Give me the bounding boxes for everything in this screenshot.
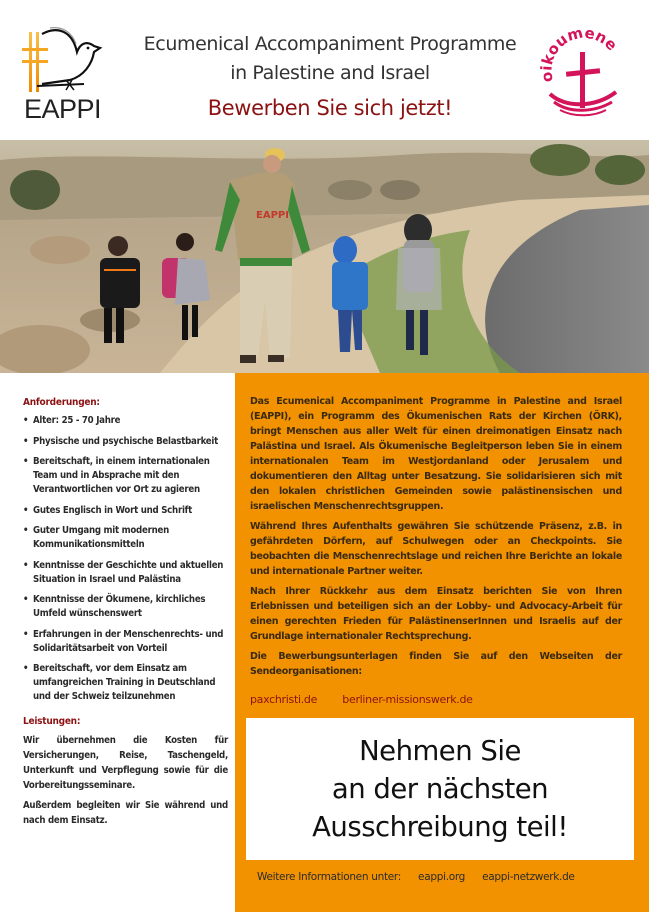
requirement-item: • Physische und psychische Belastbarkeit — [23, 435, 228, 449]
benefits-paragraph: Wir übernehmen die Kosten für Versicherungen, Reise, Taschengeld, Unterkunft und Verpflegung sowie für die Vorbereitungsseminare. — [23, 735, 228, 791]
right-column — [235, 373, 649, 912]
title-block — [120, 30, 540, 120]
link-paxchristi[interactable]: paxchristi.de — [250, 693, 318, 706]
benefits-section — [23, 716, 228, 828]
cta-line-2: an der nächsten — [331, 773, 549, 805]
requirements-list — [23, 414, 228, 704]
benefits-heading: Leistungen: — [23, 716, 81, 727]
eappi-dove-cross-icon — [22, 24, 117, 96]
benefits-paragraph: Außerdem begleiten wir Sie während und nach dem Einsatz. — [23, 800, 228, 826]
hero-photo — [0, 140, 649, 373]
cta-line-3: Ausschreibung teil! — [312, 811, 568, 843]
sending-org-links — [250, 693, 495, 706]
requirements-heading: Anforderungen: — [23, 397, 100, 408]
description-paragraph: Das Ecumenical Accompaniment Programme in Palestine and Israel (EAPPI), ein Programm des Ökumenischen Rats der Kirchen (ÖRK), bringt Menschen aus aller Welt für einen dreimonatigen Einsatz nach Palästina und Israel. Als Ökumenische Begleitperson leben Sie in einem internationalen Team im Westjordanland oder Jerusalem und dokumentieren den Alltag unter Besatzung. Sie solidarisieren sich mit den lokalen christlichen Gemeinden sowie palästinensischen und israelischen Menschenrechtsgruppen. — [250, 396, 622, 512]
requirement-item: • Guter Umgang mit modernen Kommunikationsmitteln — [23, 524, 228, 552]
requirement-item: • Bereitschaft, vor dem Einsatz am umfangreichen Training in Deutschland und der Schweiz teilzunehmen — [23, 662, 228, 704]
title-line-1: Ecumenical Accompaniment Programme — [143, 33, 517, 55]
title-line-2: in Palestine and Israel — [230, 62, 430, 84]
link-eappi-org[interactable]: eappi.org — [418, 871, 466, 883]
vest-text: EAPPI — [256, 210, 289, 221]
description — [250, 394, 622, 684]
description-paragraph: Die Bewerbungsunterlagen finden Sie auf den Webseiten der Sendeorganisationen: — [250, 651, 622, 677]
description-paragraph: Während Ihres Aufenthalts gewähren Sie schützende Präsenz, z.B. in gefährdeten Dörfern, auf Schulwegen oder an Checkpoints. Sie beobachten die Menschenrechtslage und reichen Ihre Berichte an lokale und internationale Partner weiter. — [250, 521, 622, 577]
description-paragraph: Nach Ihrer Rückkehr aus dem Einsatz berichten Sie von Ihren Erlebnissen und beteiligen sich an der Lobby- und Advocacy-Arbeit für einen gerechten Frieden für PalästinenserInnen und Israelis auf der Grundlage internationaler Rechtsprechung. — [250, 586, 622, 642]
svg-text:oikoumene: koumene — [540, 28, 621, 67]
requirement-item: • Kenntnisse der Ökumene, kirchliches Umfeld wünschenswert — [23, 593, 228, 621]
requirement-item: • Alter: 25 - 70 Jahre — [23, 414, 228, 428]
header — [0, 0, 649, 140]
subtitle: Bewerben Sie sich jetzt! — [207, 96, 453, 120]
eappi-logo — [22, 24, 117, 124]
requirement-item: • Kenntnisse der Geschichte und aktuellen Situation in Israel und Palästina — [23, 559, 228, 587]
photo-accompanier-with-children-icon — [0, 140, 649, 373]
requirement-item: • Bereitschaft, in einem internationalen Team und in Absprache mit den Verantwortlichen vor Ort zu agieren — [23, 455, 228, 497]
oikoumene-boat-cross-icon — [540, 28, 625, 123]
eappi-wordmark: EAPPI — [24, 94, 102, 124]
requirement-item: • Erfahrungen in der Menschenrechts- und Solidaritätsarbeit von Vorteil — [23, 628, 228, 656]
link-berliner-missionswerk[interactable]: berliner-missionswerk.de — [342, 693, 473, 706]
call-to-action-box — [246, 718, 634, 860]
footer-label: Weitere Informationen unter: — [257, 871, 401, 883]
cta-line-1: Nehmen Sie — [359, 735, 521, 767]
requirement-item: • Gutes Englisch in Wort und Schrift — [23, 504, 228, 518]
left-column — [0, 373, 235, 912]
footer-info — [257, 871, 589, 883]
link-eappi-netzwerk[interactable]: eappi-netzwerk.de — [482, 871, 575, 883]
oikoumene-logo — [540, 28, 625, 123]
